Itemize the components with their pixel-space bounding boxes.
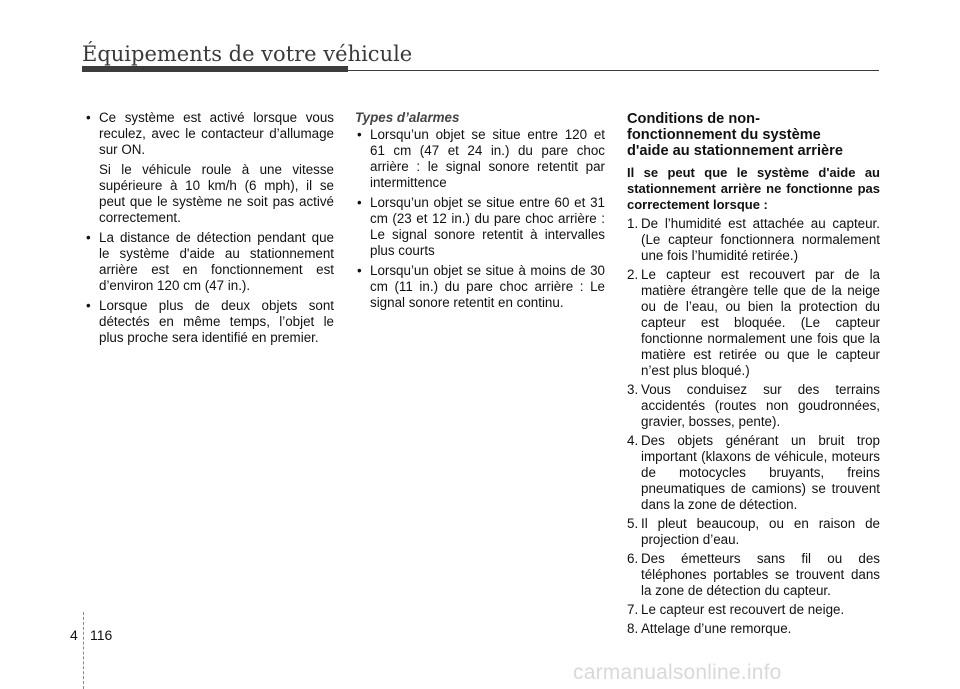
conditions-intro: Il se peut que le système d'aide au stationnement arrière ne fonctionne pas correctement lorsque : bbox=[627, 165, 880, 212]
column-right bbox=[627, 110, 880, 640]
list-item: • Lorsqu’un objet se situe entre 120 et 61 cm (47 et 24 in.) du pare choc arrière : le signal sonore retentit par intermittence bbox=[355, 127, 605, 191]
list-item bbox=[627, 602, 880, 618]
activation-list bbox=[84, 110, 334, 346]
header-accent-bar bbox=[82, 66, 348, 72]
item-text: Le capteur est recouvert par de la matière étrangère telle que de la neige ou de l’eau, ou bien la protection du capteur est bloquée. (Le capteur fonctionne normalement une fois que la matière est retirée ou que le capteur n’est plus bloqué.) bbox=[641, 267, 880, 378]
footer-separator bbox=[83, 612, 84, 689]
item-number: 1. bbox=[627, 216, 639, 231]
item-text: Des émetteurs sans fil ou des téléphones portables se trouvent dans la zone de détection du capteur. bbox=[641, 551, 880, 598]
heading-line: fonctionnement du système bbox=[627, 127, 821, 143]
item-number: 5. bbox=[627, 516, 639, 531]
item-number: 4. bbox=[627, 433, 639, 448]
item-text: Attelage d’une remorque. bbox=[641, 621, 792, 636]
list-item bbox=[627, 551, 880, 599]
list-item: • Lorsqu’un objet se situe entre 60 et 31 cm (23 et 12 in.) du pare choc arrière : Le signal sonore retentit à intervalles plus courts bbox=[355, 195, 605, 259]
page-title: Équipements de votre véhicule bbox=[82, 42, 413, 66]
heading-line: Conditions de non- bbox=[627, 111, 760, 127]
alarm-types-list bbox=[355, 127, 605, 311]
item-text: De l’humidité est attachée au capteur. (Le capteur fonctionnera normalement une fois l’humidité retirée.) bbox=[641, 216, 880, 263]
page-number: 116 bbox=[90, 627, 113, 643]
list-item bbox=[627, 267, 880, 379]
list-item: • Lorsque plus de deux objets sont détectés en même temps, l’objet le plus proche sera identifié en premier. bbox=[84, 298, 334, 346]
list-item: • Lorsqu’un objet se situe à moins de 30 cm (11 in.) du pare choc arrière : Le signal sonore retentit en continu. bbox=[355, 263, 605, 311]
bullet-text: Ce système est activé lorsque vous reculez, avec le contacteur d’allumage sur ON. bbox=[99, 110, 334, 157]
item-text: Le capteur est recouvert de neige. bbox=[641, 602, 845, 617]
item-text: Il pleut beaucoup, ou en raison de projection d’eau. bbox=[641, 516, 880, 547]
list-item bbox=[84, 110, 334, 226]
item-number: 7. bbox=[627, 602, 639, 617]
conditions-heading bbox=[627, 111, 880, 159]
item-number: 3. bbox=[627, 382, 639, 397]
list-item bbox=[627, 433, 880, 513]
column-middle bbox=[355, 110, 605, 315]
speed-note: Si le véhicule roule à une vitesse supérieure à 10 km/h (6 mph), il se peut que le système ne soit pas activé correctement. bbox=[99, 162, 334, 225]
list-item bbox=[627, 621, 880, 637]
item-text: Vous conduisez sur des terrains accidentés (routes non goudronnées, gravier, bosses, pente). bbox=[641, 382, 880, 429]
list-item: • La distance de détection pendant que le système d'aide au stationnement arrière est en fonctionnement est d’environ 120 cm (47 in.). bbox=[84, 230, 334, 294]
item-number: 8. bbox=[627, 621, 639, 636]
heading-line: d'aide au stationnement arrière bbox=[627, 143, 843, 159]
item-number: 2. bbox=[627, 267, 639, 282]
list-item bbox=[627, 382, 880, 430]
header-rule bbox=[82, 70, 879, 71]
column-left bbox=[84, 110, 334, 350]
alarm-types-heading: Types d’alarmes bbox=[355, 110, 460, 125]
item-text: Des objets générant un bruit trop important (klaxons de véhicule, moteurs de motocycles bruyants, freins pneumatiques de camions) se trouvent dans la zone de détection. bbox=[641, 433, 880, 512]
list-item bbox=[627, 516, 880, 548]
conditions-list bbox=[627, 216, 880, 637]
item-number: 6. bbox=[627, 551, 639, 566]
chapter-number: 4 bbox=[70, 627, 78, 643]
list-item bbox=[627, 216, 880, 264]
watermark-text: carmanualsonline.info bbox=[573, 661, 782, 684]
